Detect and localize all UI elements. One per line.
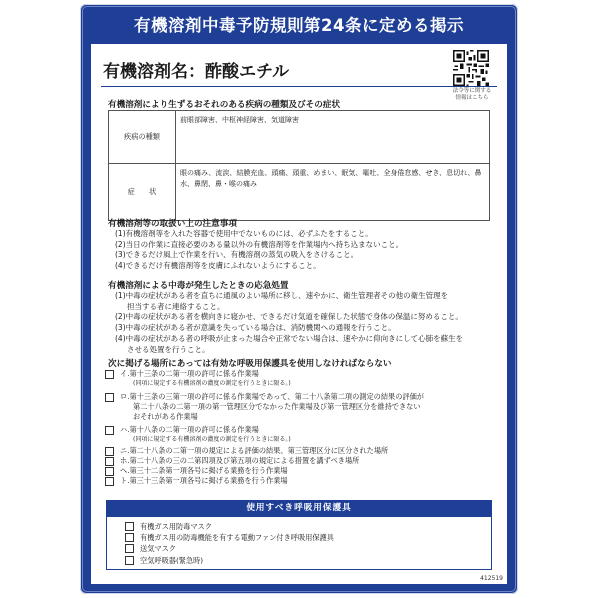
checklist-item[interactable]: イ.第十三条の二第一項の許可に係る作業場 (同項に規定する有機溶剤の濃度の測定を行うときに限る。) — [105, 369, 424, 389]
checklist-item[interactable]: ハ.第十八条の二第一項の許可に係る作業場 (同項に規定する有機溶剤の濃度の測定を行うときに限る。) — [105, 425, 424, 445]
checkbox[interactable] — [125, 544, 134, 553]
list-item: (2)当日の作業に直接必要のある量以外の有機溶剤等を作業場内へ持ち込まないこと。 — [115, 239, 404, 249]
checkbox[interactable] — [105, 467, 114, 476]
checkbox[interactable] — [125, 522, 134, 531]
list-item: 担当する者に連絡すること。 — [127, 301, 225, 311]
product-code: 412519 — [480, 575, 503, 582]
checklist-item[interactable]: 有機ガス用の防毒機能を有する電動ファン付き呼吸用保護具 — [125, 532, 334, 543]
checklist-item[interactable]: ト.第三十三条第一項各号に掲げる業務を行う作業場 — [105, 476, 424, 486]
list-item: (4)できるだけ有機溶剤等を皮膚にふれないようにすること。 — [115, 261, 321, 271]
checklist-item[interactable]: ロ.第十三条の三第一項の許可に係る作業場であって、第二十八条第二項の測定の結果の評価が 第二十八条の二第一項の第一管理区分でなかった作業場及び第一管理区分を維持できない おそれがある作業場 — [105, 392, 424, 422]
checkbox[interactable] — [125, 556, 134, 565]
table-row — [109, 164, 490, 221]
places-heading: 次に掲げる場所にあっては有効な呼吸用保護具を使用しなければならない — [108, 359, 392, 369]
emergency-heading: 有機溶剤による中毒が発生したときの応急処置 — [108, 281, 289, 291]
sign-title: 有機溶剤中毒予防規則第24条に定める掲示 — [134, 16, 464, 35]
list-item: (1)有機溶剤等を入れた容器で使用中でないものには、必ずふたをすること。 — [115, 229, 373, 238]
checkbox[interactable] — [105, 393, 114, 402]
handling-heading: 有機溶剤等の取扱い上の注意事項 — [108, 219, 237, 229]
checklist-item[interactable]: ホ.第二十八条の三の二第四項及び第五項の規定による措置を講ずべき場所 — [105, 456, 424, 466]
disease-type-label: 疾病の種類 — [109, 111, 176, 164]
places-list — [105, 369, 424, 486]
disease-heading: 有機溶剤により生ずるおそれのある疾病の種類及びその症状 — [108, 100, 341, 110]
list-item: (2)中毒の症状がある者を横向きに寝かせ、できるだけ気道を確保した状態で身体の保温に努めること。 — [115, 312, 463, 322]
checkbox[interactable] — [105, 370, 114, 379]
checklist-item[interactable]: 送気マスク — [125, 543, 334, 554]
checklist-item[interactable]: 有機ガス用防毒マスク — [125, 521, 334, 532]
qr-caption: 法令等に関する 情報はこちら — [452, 88, 492, 101]
checklist-item[interactable]: へ.第三十二条第一項各号に掲げる業務を行う作業場 — [105, 466, 424, 476]
emergency-list — [115, 291, 463, 355]
checkbox[interactable] — [105, 457, 114, 466]
list-item: (1)中毒の症状がある者を直ちに通風のよい場所に移し、速やかに、衛生管理者その他の衛生管理を — [115, 291, 449, 300]
handling-list — [115, 229, 403, 272]
solvent-name: 有機溶剤名：酢酸エチル — [103, 62, 290, 82]
divider — [101, 86, 497, 87]
list-item: (3)中毒の症状がある者が意識を失っている場合は、消防機関への通報を行うこと。 — [115, 323, 396, 333]
list-item: (4)中毒の症状がある者の呼吸が止まった場合や正常でない場合は、速やかに仰向きにして心肺を蘇生を — [115, 333, 464, 343]
sign-panel — [91, 44, 507, 584]
qr-code-icon — [453, 50, 489, 86]
checkbox[interactable] — [105, 477, 114, 486]
checkbox[interactable] — [105, 426, 114, 435]
respirator-heading: 使用すべき呼吸用保護具 — [106, 500, 492, 516]
respirator-list — [125, 521, 334, 566]
symptom-value: 眼の痛み、流涙、結膜充血、頭痛、頭重、めまい、眠気、嘔吐、全身倦怠感、せき、息切れ、鼻水、鼻閉、鼻・喉の痛み — [176, 164, 490, 221]
checkbox[interactable] — [125, 533, 134, 542]
list-item: させる処置を行うこと。 — [127, 344, 210, 354]
checklist-item[interactable]: ニ.第二十八条の二第一項の規定による評価の結果、第三管理区分に区分された場所 — [105, 446, 424, 456]
list-item: (3)できるだけ風上で作業を行い、有機溶剤の蒸気の吸入をさけること。 — [115, 250, 359, 260]
table-row — [109, 111, 490, 164]
disease-table — [108, 110, 490, 221]
disease-type-value: 前眼部障害、中枢神経障害、気道障害 — [176, 111, 490, 164]
symptom-label: 症 状 — [109, 164, 176, 221]
checkbox[interactable] — [105, 447, 114, 456]
checklist-item[interactable]: 空気呼吸器(緊急時) — [125, 555, 334, 566]
sign-board — [80, 4, 518, 594]
